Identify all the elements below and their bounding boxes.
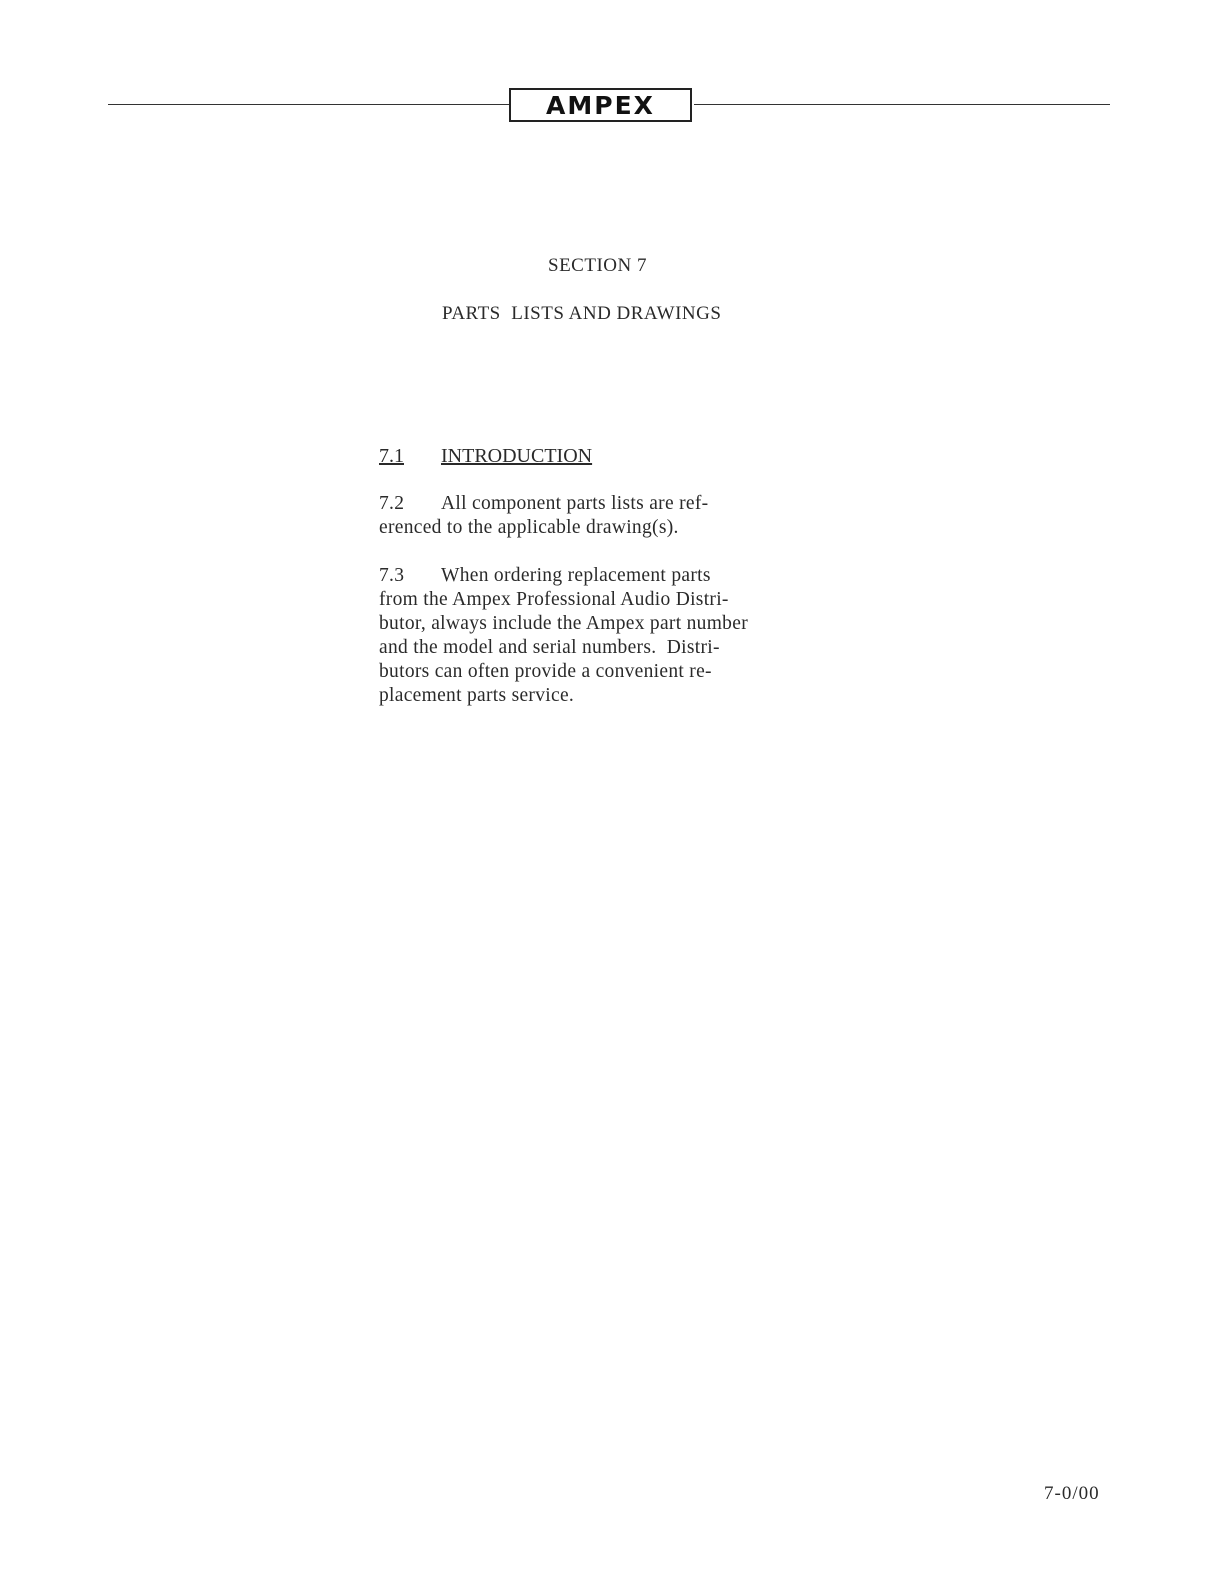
header-rule-left [108, 104, 510, 105]
paragraph-line: and the model and serial numbers. Distri- [379, 637, 720, 658]
paragraph-number: 7.3 [379, 565, 405, 586]
paragraph-text: When ordering replacement parts [441, 565, 711, 586]
intro-heading [379, 445, 592, 468]
header-rule-right [694, 104, 1110, 105]
ampex-logo [509, 88, 692, 122]
paragraph-line: butors can often provide a convenient re- [379, 661, 712, 682]
paragraph-line: placement parts service. [379, 685, 575, 706]
paragraph-line: erenced to the applicable drawing(s). [379, 517, 679, 538]
logo-text: AMPEX [546, 90, 655, 120]
paragraph-number: 7.2 [379, 493, 405, 514]
paragraph-7-2 [379, 492, 879, 540]
paragraph-line [379, 564, 879, 588]
paragraph-line: from the Ampex Professional Audio Distri- [379, 589, 729, 610]
intro-heading-number: 7.1 [379, 445, 404, 467]
intro-heading-title: INTRODUCTION [441, 445, 593, 467]
section-label: SECTION 7 [548, 255, 647, 276]
paragraph-line [379, 492, 879, 516]
paragraph-line: butor, always include the Ampex part number [379, 613, 748, 634]
paragraph-text: All component parts lists are ref- [441, 493, 709, 514]
section-title: PARTS LISTS AND DRAWINGS [442, 303, 722, 324]
page-number: 7-0/00 [1044, 1483, 1100, 1504]
paragraph-7-3 [379, 564, 879, 708]
